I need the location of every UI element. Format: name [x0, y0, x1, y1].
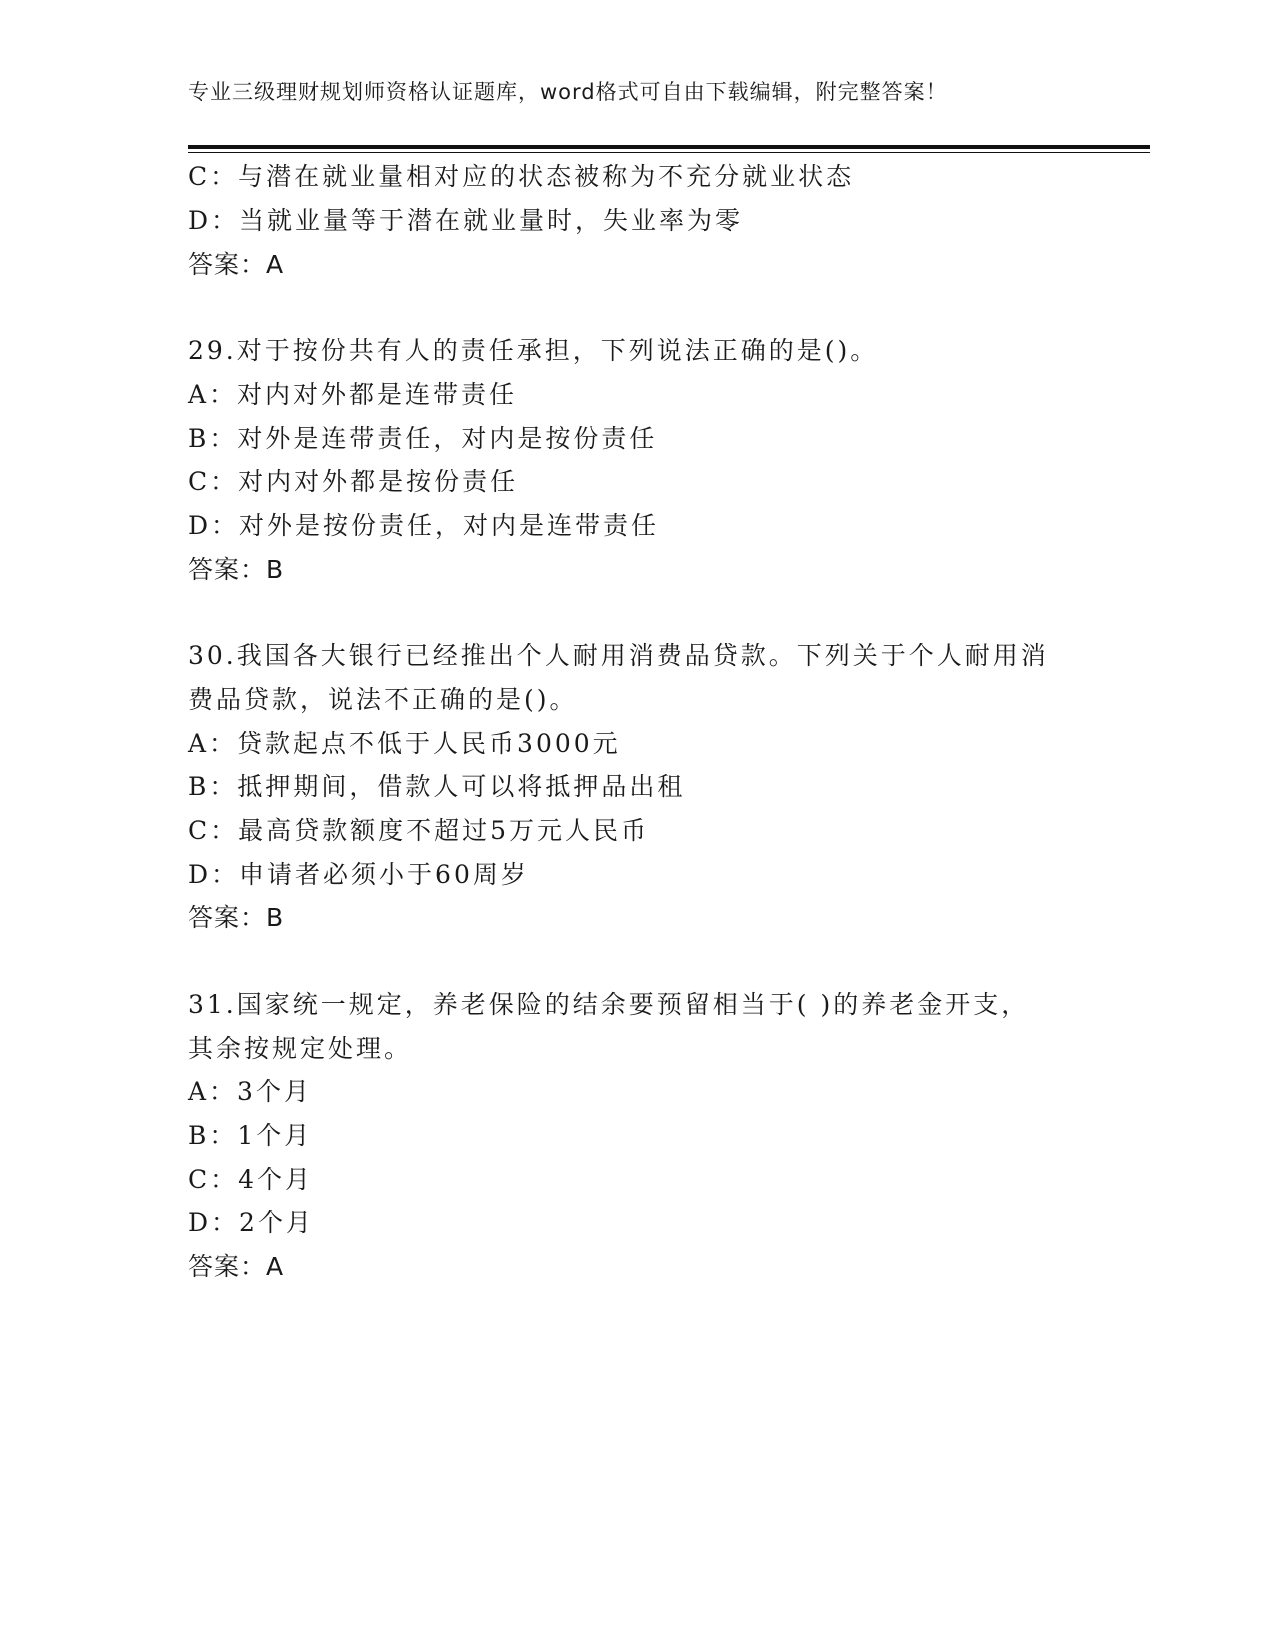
q29-option-a: A：对内对外都是连带责任	[188, 380, 518, 409]
q28-option-d: D：当就业量等于潜在就业量时，失业率为零	[188, 206, 744, 235]
q30-option-b: B：抵押期间，借款人可以将抵押品出租	[188, 772, 686, 801]
q29-option-d: D：对外是按份责任，对内是连带责任	[188, 511, 660, 540]
q30-question-line-1: 30.我国各大银行已经推出个人耐用消费品贷款。下列关于个人耐用消	[188, 641, 1049, 670]
q30-answer: 答案：B	[188, 903, 285, 932]
header-rule-thin	[188, 152, 1150, 153]
q31-option-b: B：1个月	[188, 1121, 313, 1150]
q29-answer: 答案：B	[188, 555, 285, 584]
q30-option-d: D：申请者必须小于60周岁	[188, 860, 529, 889]
q29-option-c: C：对内对外都是按份责任	[188, 467, 519, 496]
q31-question-line-1: 31.国家统一规定，养老保险的结余要预留相当于( )的养老金开支，	[188, 990, 1030, 1019]
q31-answer: 答案：A	[188, 1252, 285, 1281]
q28-option-c: C：与潜在就业量相对应的状态被称为不充分就业状态	[188, 162, 855, 191]
q29-question: 29.对于按份共有人的责任承担，下列说法正确的是()。	[188, 336, 879, 365]
q30-question-line-2: 费品贷款，说法不正确的是()。	[188, 685, 578, 714]
page-header: 专业三级理财规划师资格认证题库，word格式可自由下载编辑，附完整答案！	[188, 80, 948, 104]
q31-option-c: C：4个月	[188, 1165, 314, 1194]
q31-option-a: A：3个月	[188, 1077, 312, 1106]
q31-option-d: D：2个月	[188, 1208, 314, 1237]
header-rule-thick	[188, 145, 1150, 149]
q29-option-b: B：对外是连带责任，对内是按份责任	[188, 424, 658, 453]
q31-question-line-2: 其余按规定处理。	[188, 1034, 413, 1063]
q28-answer: 答案：A	[188, 250, 285, 279]
q30-option-a: A：贷款起点不低于人民币3000元	[188, 729, 621, 758]
q30-option-c: C：最高贷款额度不超过5万元人民币	[188, 816, 650, 845]
